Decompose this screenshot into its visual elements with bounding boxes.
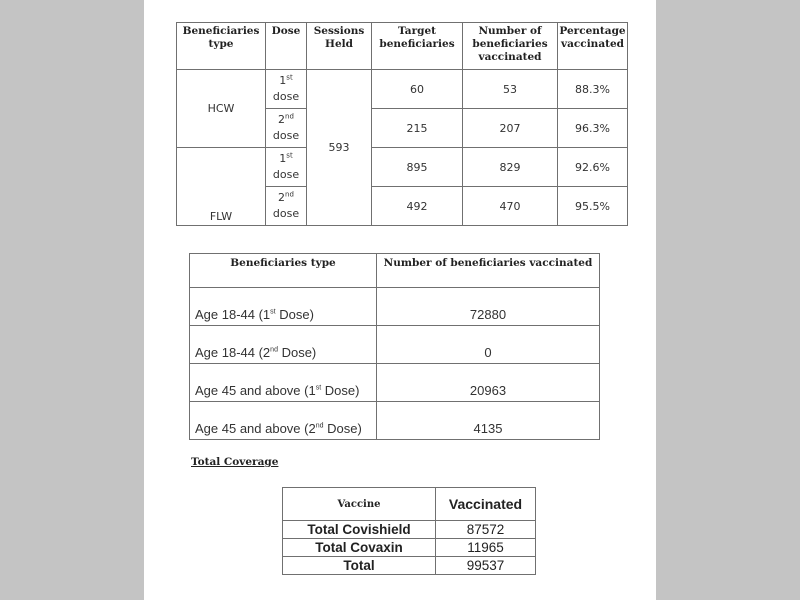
vaccinated-value: 99537 <box>436 557 536 575</box>
target-cell: 60 <box>372 70 463 109</box>
col-header-percentage: Percentage vaccinated <box>558 23 628 70</box>
vaccine-label: Total <box>283 557 436 575</box>
total-coverage-heading: Total Coverage <box>191 456 279 468</box>
col-header-vaccine: Vaccine <box>283 488 436 521</box>
dose-cell: 1st dose <box>266 148 307 187</box>
vaccine-label: Total Covaxin <box>283 539 436 557</box>
col-header-vaccinated: Vaccinated <box>436 488 536 521</box>
table-row <box>283 539 536 557</box>
vaccinated-value: 11965 <box>436 539 536 557</box>
sessions-held-cell: 593 <box>307 70 372 226</box>
dose-cell: 2nd dose <box>266 187 307 226</box>
col-header-target: Target beneficiaries <box>372 23 463 70</box>
vaccinated-cell: 470 <box>463 187 558 226</box>
table-row <box>177 148 628 187</box>
target-cell: 492 <box>372 187 463 226</box>
col-header-beneficiaries-type: Beneficiaries type <box>190 254 377 288</box>
col-header-vaccinated: Number of beneficiaries vaccinated <box>377 254 600 288</box>
percent-cell: 88.3% <box>558 70 628 109</box>
vaccinated-cell: 53 <box>463 70 558 109</box>
beneficiary-type-cell: FLW <box>177 148 266 226</box>
vaccinated-value: 4135 <box>377 402 600 440</box>
col-header-dose: Dose <box>266 23 307 70</box>
table-header-row <box>177 23 628 70</box>
table-row <box>177 70 628 109</box>
percent-cell: 92.6% <box>558 148 628 187</box>
age-group-label: Age 45 and above (2nd Dose) <box>190 402 377 440</box>
percent-cell: 95.5% <box>558 187 628 226</box>
dose-cell: 1st dose <box>266 70 307 109</box>
beneficiary-type-cell: HCW <box>177 70 266 148</box>
table-row <box>190 364 600 402</box>
percent-cell: 96.3% <box>558 109 628 148</box>
table-header-row <box>190 254 600 288</box>
col-header-beneficiaries-type: Beneficiaries type <box>177 23 266 70</box>
vaccinated-value: 20963 <box>377 364 600 402</box>
age-group-label: Age 18-44 (2nd Dose) <box>190 326 377 364</box>
dose-cell: 2nd dose <box>266 109 307 148</box>
document-page <box>144 0 656 600</box>
target-cell: 895 <box>372 148 463 187</box>
table-header-row <box>283 488 536 521</box>
col-header-sessions-held: Sessions Held <box>307 23 372 70</box>
vaccinated-cell: 829 <box>463 148 558 187</box>
vaccine-label: Total Covishield <box>283 521 436 539</box>
total-coverage-table <box>282 487 536 575</box>
target-cell: 215 <box>372 109 463 148</box>
table-row <box>283 557 536 575</box>
vaccinated-value: 0 <box>377 326 600 364</box>
col-header-vaccinated: Number of beneficiaries vaccinated <box>463 23 558 70</box>
table-row <box>190 402 600 440</box>
table-row <box>283 521 536 539</box>
age-group-label: Age 18-44 (1st Dose) <box>190 288 377 326</box>
table-row <box>190 326 600 364</box>
vaccinated-cell: 207 <box>463 109 558 148</box>
table-row <box>190 288 600 326</box>
hcw-flw-vaccination-table <box>176 22 628 226</box>
age-group-label: Age 45 and above (1st Dose) <box>190 364 377 402</box>
vaccinated-value: 87572 <box>436 521 536 539</box>
age-group-vaccination-table <box>189 253 600 440</box>
vaccinated-value: 72880 <box>377 288 600 326</box>
